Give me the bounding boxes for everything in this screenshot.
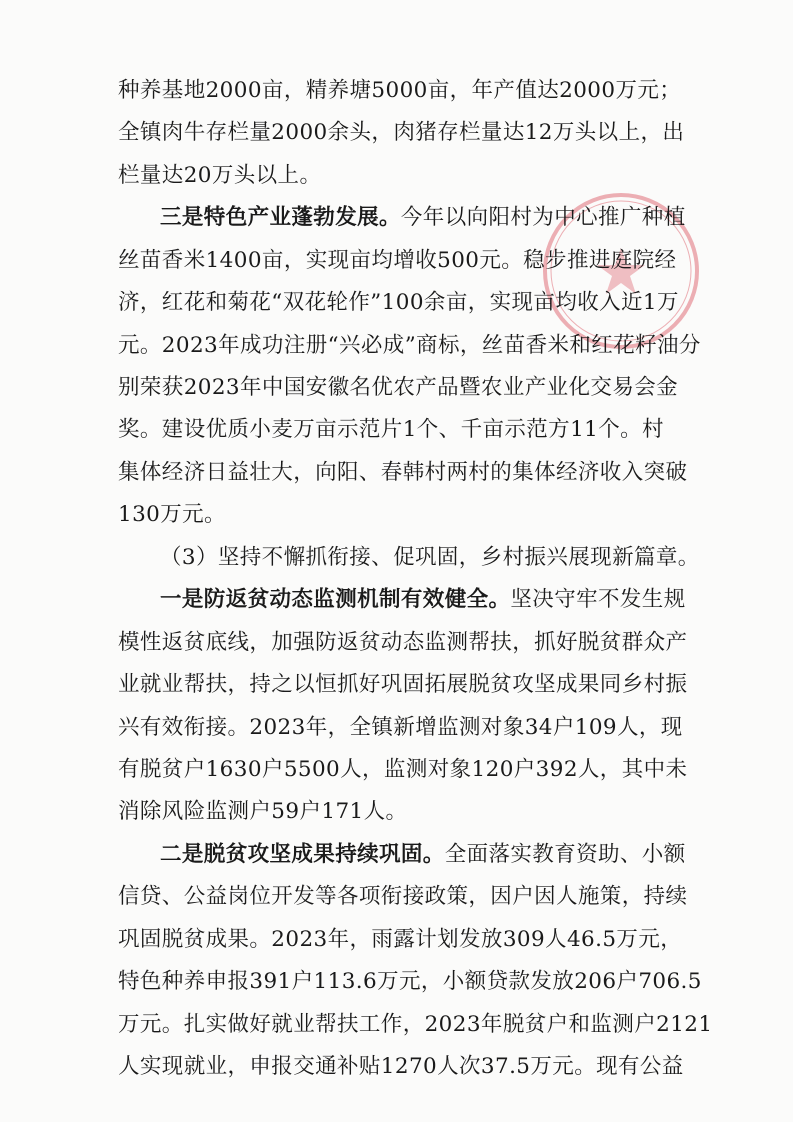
text-line-1: 种养基地2000亩，精养塘5000亩，年产值达2000万元； (118, 78, 682, 103)
text-line-7: 元。2023年成功注册“兴必成”商标，丝苗香米和红花籽油分 (118, 333, 701, 358)
text-line-23: 万元。扎实做好就业帮扶工作，2023年脱贫户和监测户2121 (118, 1012, 713, 1037)
text-line-4: 三是特色产业蓬勃发展。今年以向阳村为中心推广种植 (160, 205, 686, 230)
text-line-8: 别荣获2023年中国安徽名优农产品暨农业产业化交易会金 (118, 375, 679, 400)
text-line-15: 业就业帮扶，持之以恒抓好巩固拓展脱贫攻坚成果同乡村振 (118, 672, 688, 697)
section-heading: 三是特色产业蓬勃发展。 (160, 205, 401, 230)
text-line-20: 信贷、公益岗位开发等各项衔接政策，因户因人施策，持续 (118, 884, 688, 909)
text-line-12: （3）坚持不懈抓衔接、促巩固，乡村振兴展现新篇章。 (160, 545, 700, 570)
text-line-22: 特色种养申报391户113.6万元，小额贷款发放206户706.5 (118, 969, 702, 994)
text-line-19: 二是脱贫攻坚成果持续巩固。全面落实教育资助、小额 (160, 842, 686, 867)
text-line-2: 全镇肉牛存栏量2000余头，肉猪存栏量达12万头以上，出 (118, 120, 685, 145)
text-line-13: 一是防返贫动态监测机制有效健全。坚决守牢不发生规 (160, 587, 686, 612)
text-line-14: 模性返贫底线，加强防返贫动态监测帮扶，抓好脱贫群众产 (118, 630, 688, 655)
text-line-9: 奖。建设优质小麦万亩示范片1个、千亩示范方11个。村 (118, 417, 664, 442)
text-line-11: 130万元。 (118, 502, 226, 527)
section-heading: 一是防返贫动态监测机制有效健全。 (160, 587, 511, 612)
text-line-21: 巩固脱贫成果。2023年，雨露计划发放309人46.5万元， (118, 927, 683, 952)
text-line-17: 有脱贫户1630户5500人，监测对象120户392人，其中未 (118, 757, 688, 782)
text-line-10: 集体经济日益壮大，向阳、春韩村两村的集体经济收入突破 (118, 460, 688, 485)
text-line-24: 人实现就业，申报交通补贴1270人次37.5万元。现有公益 (118, 1054, 684, 1079)
text-line-3: 栏量达20万头以上。 (118, 163, 322, 188)
text-line-5: 丝苗香米1400亩，实现亩均增收500元。稳步推进庭院经 (118, 248, 677, 273)
text-line-16: 兴有效衔接。2023年，全镇新增监测对象34户109人，现 (118, 715, 683, 740)
text-line-6: 济，红花和菊花“双花轮作”100余亩，实现亩均收入近1万 (118, 290, 679, 315)
text-line-18: 消除风险监测户59户171人。 (118, 799, 408, 824)
section-heading: 二是脱贫攻坚成果持续巩固。 (160, 842, 445, 867)
